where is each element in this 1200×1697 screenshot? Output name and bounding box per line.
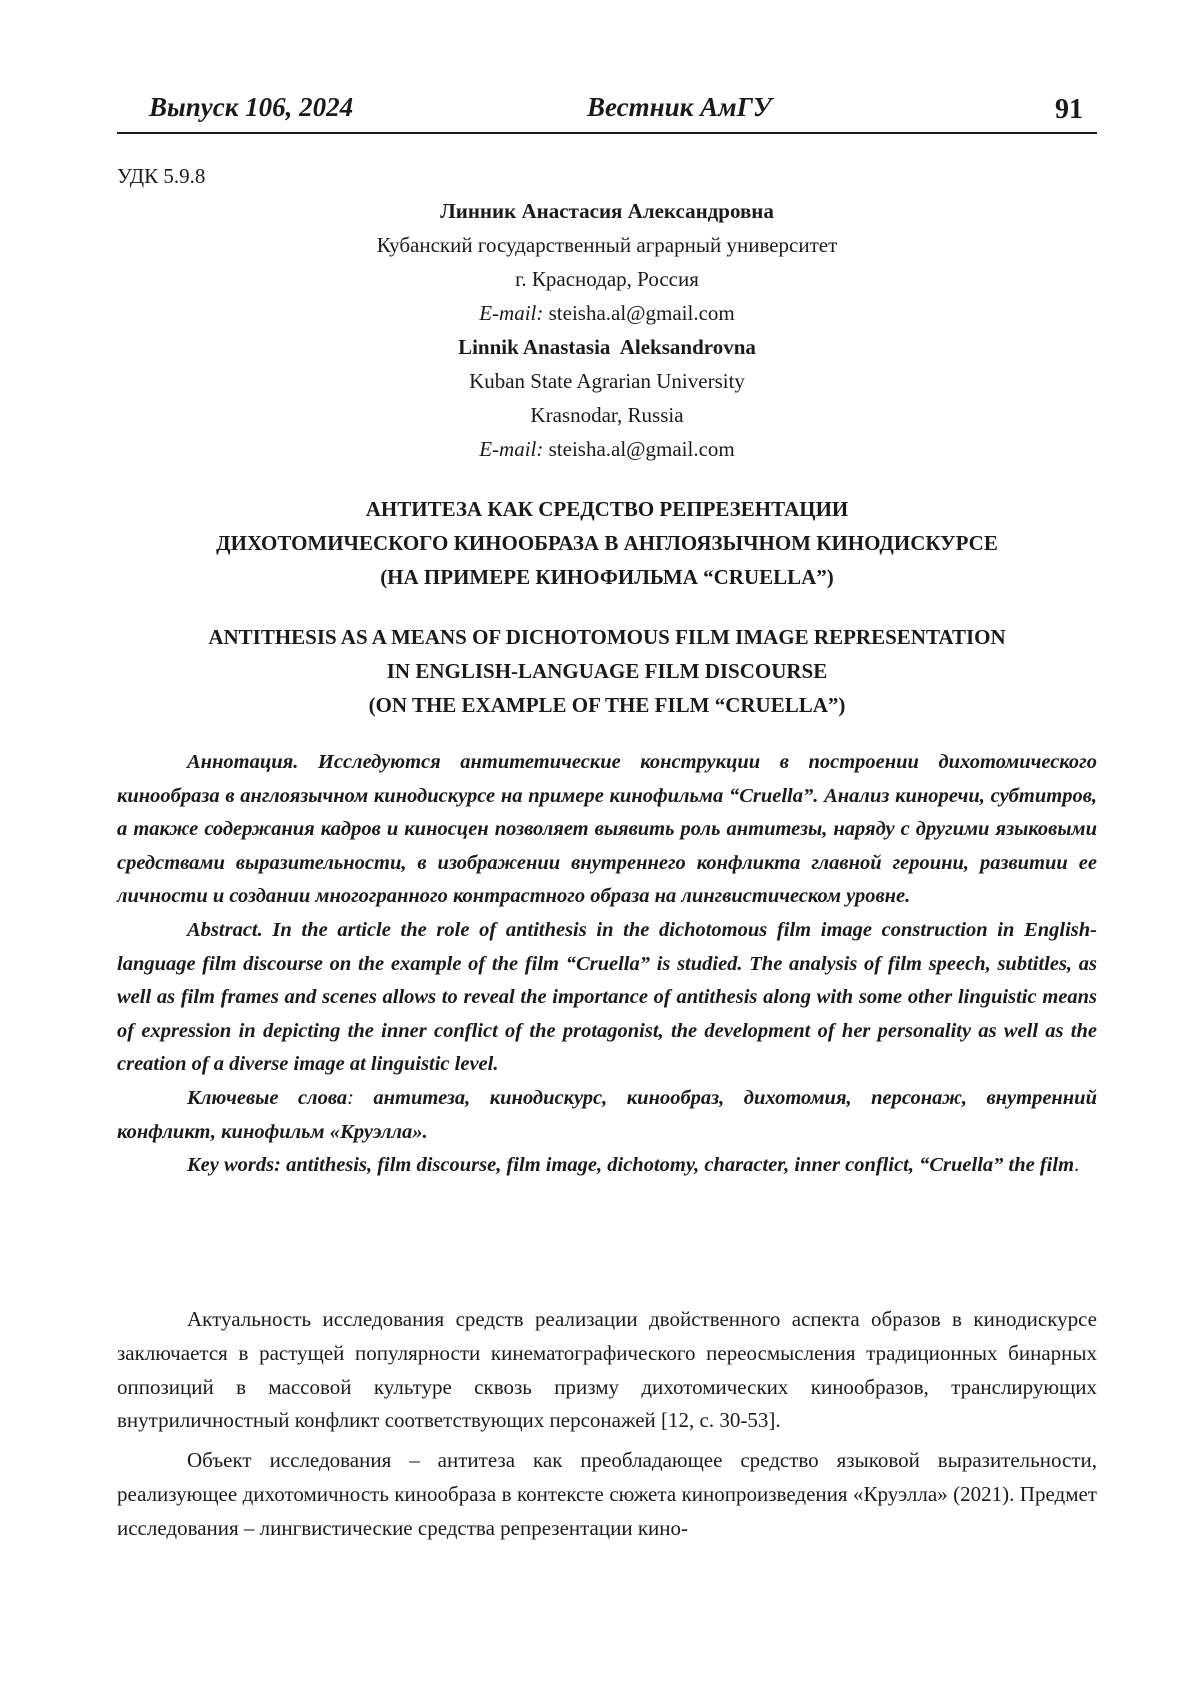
body-paragraph: Актуальность исследования средств реализации двойственного аспекта образов в кинодискурсе заключается в растущей популярности кинематографического переосмысления традиционных бинарных оппозиций в массовой культуре сквозь призму дихотомических кинообразов, транслирующих внутриличностный конфликт соответствующих персонажей [12, с. 30-53]. [117,1307,1097,1433]
title-ru-line: (НА ПРИМЕРЕ КИНОФИЛЬМА “CRUELLA”) [380,565,834,589]
title-en [117,620,1097,722]
email-label-en: E-mail: [479,437,544,461]
body-text [117,1303,1097,1552]
journal-name: Вестник АмГУ [587,92,772,122]
abstract-block [117,746,1097,1183]
issue-label: Выпуск 106, 2024 [149,92,354,122]
keywords-ru-colon: : [347,1086,354,1109]
email-ru[interactable]: steisha.al@gmail.com [548,301,735,325]
email-line-ru [117,296,1097,330]
title-en-line: ANTITHESIS AS A MEANS OF DICHOTOMOUS FILM IMAGE REPRESENTATION [208,625,1006,649]
email-en[interactable]: steisha.al@gmail.com [548,437,735,461]
keywords-ru-text: антитеза, кинодискурс, кинообраз, дихотомия, персонаж, внутренний конфликт, кинофильм «Круэлла». [117,1086,1097,1143]
title-en-line: (ON THE EXAMPLE OF THE FILM “CRUELLA”) [368,693,846,717]
email-label-ru: E-mail: [479,301,544,325]
annotation-ru: Аннотация. Исследуются антитетические конструкции в построении дихотомического кинообраза в англоязычном кинодискурсе на примере кинофильма “Cruella”. Анализ киноречи, субтитров, а также содержания кадров и киносцен позволяет выявить роль антитезы, наряду с другими языковыми средствами выразительности, в изображении внутреннего конфликта главной героини, развитии ее личности и создании многогранного контрастного образа на лингвистическом уровне. [117,751,1097,908]
email-line-en [117,432,1097,466]
title-ru-line: АНТИТЕЗА КАК СРЕДСТВО РЕПРЕЗЕНТАЦИИ [365,497,849,521]
body-paragraph: Объект исследования – антитеза как преобладающее средство языковой выразительности, реализующее дихотомичность кинообраза в контексте сюжета кинопроизведения «Круэлла» (2021). Предмет исследования – лингвистические средства репрезентации кино- [117,1448,1097,1540]
author-block [117,194,1097,466]
abstract-en: Abstract. In the article the role of antithesis in the dichotomous film image construction in English-language film discourse on the example of the film “Cruella” is studied. The analysis of film speech, subtitles, as well as film frames and scenes allows to reveal the importance of antithesis along with some other linguistic means of expression in depicting the inner conflict of the protagonist, the development of her personality as well as the creation of a diverse image at linguistic level. [117,918,1097,1076]
author-name-ru: Линник Анастасия Александровна [440,199,774,223]
keywords-ru [117,1082,1097,1149]
affiliation-ru: Кубанский государственный аграрный университет [376,233,838,257]
keywords-en [117,1149,1097,1183]
author-name-en: Linnik Anastasia Aleksandrovna [458,335,756,359]
title-en-line: IN ENGLISH-LANGUAGE FILM DISCOURSE [386,659,828,683]
running-header [117,88,1097,134]
udk-code: УДК 5.9.8 [117,164,206,188]
keywords-en-text: Key words: antithesis, film discourse, film image, dichotomy, character, inner conflict, “Cruella” the film [187,1154,1075,1177]
title-ru-line: ДИХОТОМИЧЕСКОГО КИНООБРАЗА В АНГЛОЯЗЫЧНОМ КИНОДИСКУРСЕ [216,531,998,555]
title-ru [117,492,1097,594]
keywords-en-end: . [1074,1154,1080,1177]
affiliation-en: Kuban State Agrarian University [469,369,745,393]
keywords-ru-label: Ключевые слова [187,1086,348,1109]
city-ru: г. Краснодар, Россия [515,267,699,291]
page-number: 91 [1055,94,1083,125]
city-en: Krasnodar, Russia [530,403,684,427]
